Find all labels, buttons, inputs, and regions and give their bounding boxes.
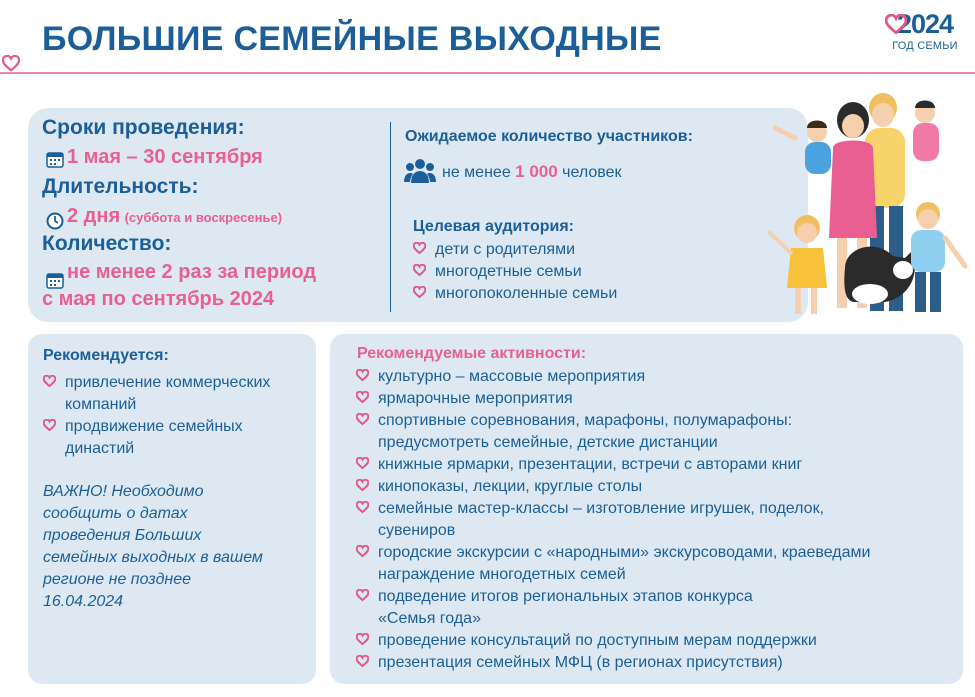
dates-value: 1 мая – 30 сентября — [67, 146, 263, 168]
list-item — [356, 454, 802, 476]
clock-icon — [46, 212, 64, 230]
duration-row — [67, 205, 282, 228]
note-line: регионе не позднее — [43, 571, 192, 588]
heart-bullet-icon — [356, 457, 369, 470]
list-item-text: дети с родителями — [435, 241, 576, 258]
list-item — [356, 586, 753, 630]
list-item — [413, 239, 575, 261]
audience-label: Целевая аудитория: — [413, 218, 574, 235]
list-item-text: предусмотреть семейные, детские дистанции — [378, 434, 718, 451]
heart-bullet-icon — [356, 413, 369, 426]
list-item — [43, 416, 243, 460]
list-item — [43, 372, 270, 416]
list-item-text: проведение консультаций по доступным мерам поддержки — [378, 632, 817, 649]
count-label: Количество: — [42, 232, 172, 255]
list-item — [356, 410, 792, 454]
heart-bullet-icon — [413, 286, 426, 299]
logo-subtitle: ГОД СЕМЬИ — [892, 40, 958, 52]
list-item-text: многодетные семьи — [435, 263, 582, 280]
family-illustration — [765, 88, 970, 324]
count-value-line2: с мая по сентябрь 2024 — [42, 288, 275, 310]
calendar-icon — [46, 271, 64, 289]
logo-heart-icon — [885, 14, 907, 36]
activities-title: Рекомендуемые активности: — [357, 345, 587, 362]
participants-suffix: человек — [562, 164, 622, 181]
logo-year: 2024 — [896, 9, 954, 39]
heart-bullet-icon — [356, 391, 369, 404]
list-item-text: привлечение коммерческих — [65, 374, 271, 391]
list-item-text: семейные мастер-классы – изготовление игрушек, поделок, — [378, 500, 825, 517]
list-item — [356, 476, 642, 498]
note-line: ВАЖНО! Необходимо — [43, 483, 204, 500]
list-item-text: сувениров — [378, 522, 456, 539]
duration-value: 2 дня — [67, 205, 121, 227]
page-title: БОЛЬШИЕ СЕМЕЙНЫЕ ВЫХОДНЫЕ — [42, 20, 662, 58]
heart-bullet-icon — [356, 655, 369, 668]
note-line: 16.04.2024 — [43, 593, 124, 610]
list-item-text: «Семья года» — [378, 610, 481, 627]
people-icon — [404, 158, 436, 184]
list-item-text: спортивные соревнования, марафоны, полумарафоны: — [378, 412, 793, 429]
heart-bullet-icon — [43, 419, 56, 432]
list-item — [413, 261, 582, 283]
list-item — [356, 498, 824, 542]
heart-bullet-icon — [356, 501, 369, 514]
list-item — [356, 542, 870, 586]
year-of-family-logo — [885, 8, 965, 68]
heart-bullet-icon — [356, 369, 369, 382]
list-item — [356, 388, 573, 410]
list-item-text: городские экскурсии с «народными» экскурсоводами, краеведами — [378, 544, 871, 561]
list-item-text: подведение итогов региональных этапов конкурса — [378, 588, 753, 605]
dates-label: Сроки проведения: — [42, 116, 245, 139]
list-item-text: династий — [65, 440, 135, 457]
important-note — [43, 481, 313, 613]
summary-divider — [390, 122, 391, 312]
heart-bullet-icon — [413, 264, 426, 277]
recommended-title: Рекомендуется: — [43, 347, 169, 364]
note-line: сообщить о датах — [43, 505, 188, 522]
list-item — [356, 366, 645, 388]
list-item-text: компаний — [65, 396, 137, 413]
calendar-icon — [46, 150, 64, 168]
list-item — [356, 630, 817, 652]
note-line: проведения Больших — [43, 527, 202, 544]
duration-label: Длительность: — [42, 175, 199, 198]
note-line: семейных выходных в вашем — [43, 549, 263, 566]
list-item-text: культурно – массовые мероприятия — [378, 368, 646, 385]
heart-bullet-icon — [356, 479, 369, 492]
participants-value — [442, 162, 622, 182]
list-item — [356, 652, 783, 674]
heart-bullet-icon — [413, 242, 426, 255]
heart-bullet-icon — [356, 633, 369, 646]
header-divider — [0, 72, 975, 74]
list-item-text: многопоколенные семьи — [435, 285, 618, 302]
count-value-line1: не менее 2 раз за период — [67, 261, 317, 283]
heart-bullet-icon — [356, 589, 369, 602]
list-item-text: презентация семейных МФЦ (в регионах присутствия) — [378, 654, 783, 671]
list-item-text: награждение многодетных семей — [378, 566, 626, 583]
participants-number: 1 000 — [515, 162, 558, 181]
heart-bullet-icon — [43, 375, 56, 388]
list-item-text: книжные ярмарки, презентации, встречи с авторами книг — [378, 456, 803, 473]
heart-bullet-icon — [356, 545, 369, 558]
list-item — [413, 283, 617, 305]
list-item-text: кинопоказы, лекции, круглые столы — [378, 478, 643, 495]
heart-icon — [2, 55, 20, 73]
participants-prefix: не менее — [442, 164, 511, 181]
list-item-text: продвижение семейных — [65, 418, 243, 435]
list-item-text: ярмарочные мероприятия — [378, 390, 573, 407]
participants-label: Ожидаемое количество участников: — [405, 128, 693, 145]
duration-note: (суббота и воскресенье) — [124, 210, 283, 225]
